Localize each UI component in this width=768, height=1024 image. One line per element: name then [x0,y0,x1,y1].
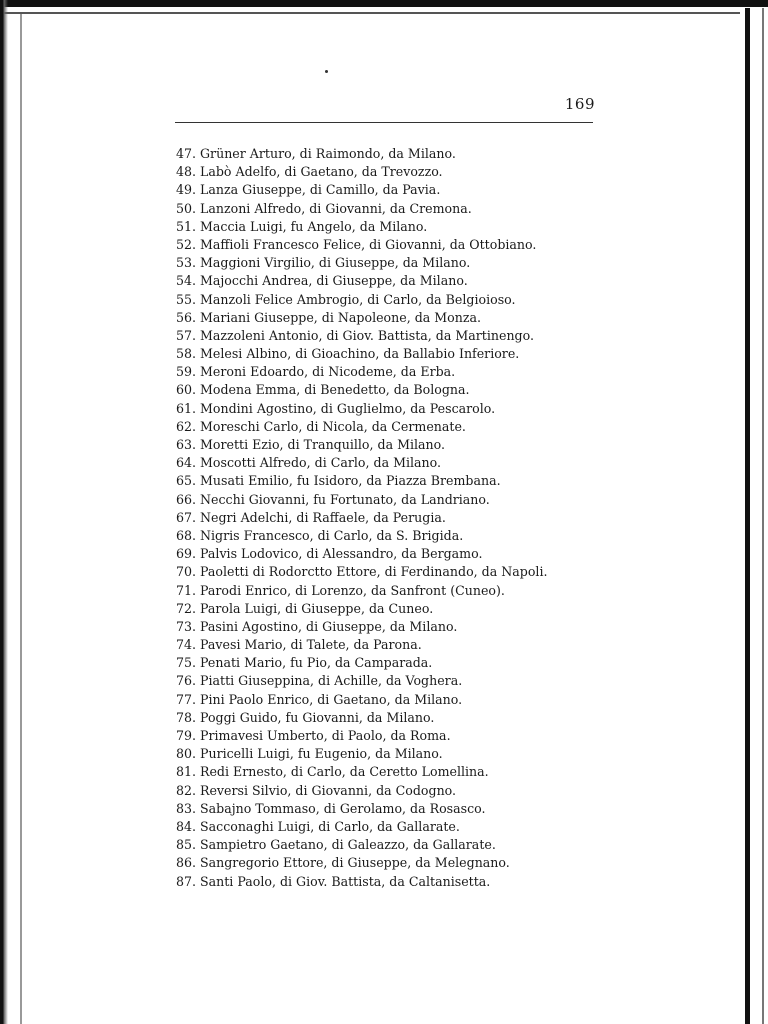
list-item [160,400,620,418]
entry-text: Pavesi Mario, di Talete, da Parona. [200,637,422,653]
entry-text: Mariani Giuseppe, di Napoleone, da Monza. [200,309,482,325]
entry-text: Poggi Guido, fu Giovanni, da Milano. [200,709,435,725]
entry-text: Primavesi Umberto, di Paolo, da Roma. [200,728,451,743]
entry-number: 49. [175,182,196,198]
entry-text: Sacconaghi Luigi, di Carlo, da Gallarate. [200,818,460,834]
list-item [160,818,620,836]
list-item [160,654,620,672]
list-item [160,381,620,399]
entry-text: Melesi Albino, di Gioachino, da Ballabio Inferiore. [200,346,520,362]
entry-text: Modena Emma, di Benedetto, da Bologna. [200,382,470,398]
entry-number: 82. [175,782,196,798]
list-item [160,745,620,763]
entry-number: 60. [175,382,196,398]
list-item [160,291,620,309]
entry-number: 68. [175,527,196,543]
list-item [160,563,620,581]
list-item [160,181,620,199]
entry-text: Paoletti di Rodorctto Ettore, di Ferdinando, da Napoli. [200,564,548,580]
list-item [160,145,620,163]
entry-text: Sangregorio Ettore, di Giuseppe, da Melegnano. [200,855,510,871]
list-item [160,200,620,218]
entry-number: 86. [175,855,196,871]
entry-text: Sampietro Gaetano, di Galeazzo, da Gallarate. [200,837,496,853]
entry-number: 48. [175,164,196,180]
entry-number: 59. [175,364,196,380]
page-number: 169 [564,95,595,113]
entry-text: Meroni Edoardo, di Nicodeme, da Erba. [200,364,456,380]
entry-number: 78. [175,709,196,725]
list-item [160,491,620,509]
entry-number: 67. [175,509,196,525]
entry-text: Grüner Arturo, di Raimondo, da Milano. [200,146,456,161]
entry-text: Puricelli Luigi, fu Eugenio, da Milano. [200,746,443,762]
entry-text: Necchi Giovanni, fu Fortunato, da Landriano. [200,491,490,507]
entry-text: Maggioni Virgilio, di Giuseppe, da Milano. [200,255,471,271]
list-item [160,363,620,381]
list-item [160,345,620,363]
list-item [160,236,620,254]
entry-number: 47. [175,146,196,161]
list-item [160,600,620,618]
entry-number: 72. [175,600,196,616]
entry-number: 64. [175,455,196,471]
entry-text: Mondini Agostino, di Guglielmo, da Pescarolo. [200,400,496,416]
list-item [160,672,620,690]
list-item [160,709,620,727]
list-item [160,472,620,490]
entry-number: 85. [175,837,196,853]
entry-text: Sabajno Tommaso, di Gerolamo, da Rosasco. [200,800,486,816]
entry-text: Lanzoni Alfredo, di Giovanni, da Cremona. [200,200,472,216]
list-item [160,782,620,800]
entry-number: 66. [175,491,196,507]
entry-text: Maffioli Francesco Felice, di Giovanni, da Ottobiano. [200,236,537,252]
list-item [160,272,620,290]
entry-number: 76. [175,673,196,689]
entry-text: Moscotti Alfredo, di Carlo, da Milano. [200,455,442,471]
entry-number: 65. [175,473,196,489]
scan-top-border [0,0,768,7]
entry-number: 58. [175,346,196,362]
entry-text: Mazzoleni Antonio, di Giov. Battista, da Martinengo. [200,327,534,343]
scan-right-edge-thin [762,8,764,1024]
entry-number: 53. [175,255,196,271]
entry-text: Palvis Lodovico, di Alessandro, da Bergamo. [200,546,483,562]
entry-number: 62. [175,418,196,434]
entry-number: 73. [175,618,196,634]
list-item [160,509,620,527]
entry-text: Piatti Giuseppina, di Achille, da Voghera. [200,673,463,689]
list-item [160,163,620,181]
list-item [160,218,620,236]
entry-number: 51. [175,218,196,234]
list-item [160,327,620,345]
entry-text: Parola Luigi, di Giuseppe, da Cuneo. [200,600,434,616]
entry-text: Pini Paolo Enrico, di Gaetano, da Milano. [200,691,463,707]
entry-text: Penati Mario, fu Pio, da Camparada. [200,655,433,671]
entry-text: Moreschi Carlo, di Nicola, da Cermenate. [200,418,466,434]
entry-number: 54. [175,273,196,289]
entry-number: 80. [175,746,196,762]
entry-list [160,145,620,891]
header-rule [175,122,593,123]
list-item [160,618,620,636]
list-item [160,254,620,272]
speck [325,70,328,73]
list-item [160,873,620,891]
entry-number: 71. [175,582,196,598]
entry-number: 75. [175,655,196,671]
entry-number: 55. [175,291,196,307]
list-item [160,800,620,818]
scan-left-rule [20,14,22,1024]
entry-number: 87. [175,873,196,889]
list-item [160,454,620,472]
list-item [160,436,620,454]
list-item [160,836,620,854]
entry-text: Reversi Silvio, di Giovanni, da Codogno. [200,782,457,798]
entry-text: Manzoli Felice Ambrogio, di Carlo, da Belgioioso. [200,291,516,307]
scan-right-edge [745,8,750,1024]
entry-number: 70. [175,564,196,580]
entry-number: 61. [175,400,196,416]
entry-text: Nigris Francesco, di Carlo, da S. Brigida. [200,527,464,543]
list-item [160,636,620,654]
list-item [160,854,620,872]
entry-number: 57. [175,327,196,343]
entry-text: Maccia Luigi, fu Angelo, da Milano. [200,218,428,234]
list-item [160,309,620,327]
entry-text: Moretti Ezio, di Tranquillo, da Milano. [200,437,446,452]
entry-number: 50. [175,200,196,216]
list-item [160,582,620,600]
entry-number: 56. [175,309,196,325]
entry-text: Pasini Agostino, di Giuseppe, da Milano. [200,618,458,634]
entry-text: Majocchi Andrea, di Giuseppe, da Milano. [200,273,468,289]
entry-text: Negri Adelchi, di Raffaele, da Perugia. [200,509,446,525]
entry-number: 69. [175,546,196,562]
entry-text: Labò Adelfo, di Gaetano, da Trevozzo. [200,164,443,180]
list-item [160,527,620,545]
list-item [160,691,620,709]
list-item [160,727,620,745]
scan-top-rule [0,12,740,14]
entry-number: 77. [175,691,196,707]
entry-number: 79. [175,728,196,743]
list-item [160,763,620,781]
entry-number: 63. [175,437,196,452]
entry-text: Lanza Giuseppe, di Camillo, da Pavia. [200,182,441,198]
entry-number: 52. [175,236,196,252]
entry-text: Santi Paolo, di Giov. Battista, da Caltanisetta. [200,873,491,889]
entry-text: Redi Ernesto, di Carlo, da Ceretto Lomellina. [200,764,489,780]
scan-left-edge [0,0,8,1024]
list-item [160,545,620,563]
list-item [160,418,620,436]
entry-number: 83. [175,800,196,816]
entry-number: 81. [175,764,196,780]
entry-number: 74. [175,637,196,653]
entry-text: Parodi Enrico, di Lorenzo, da Sanfront (Cuneo). [200,582,505,598]
entry-text: Musati Emilio, fu Isidoro, da Piazza Brembana. [200,473,501,489]
entry-number: 84. [175,818,196,834]
